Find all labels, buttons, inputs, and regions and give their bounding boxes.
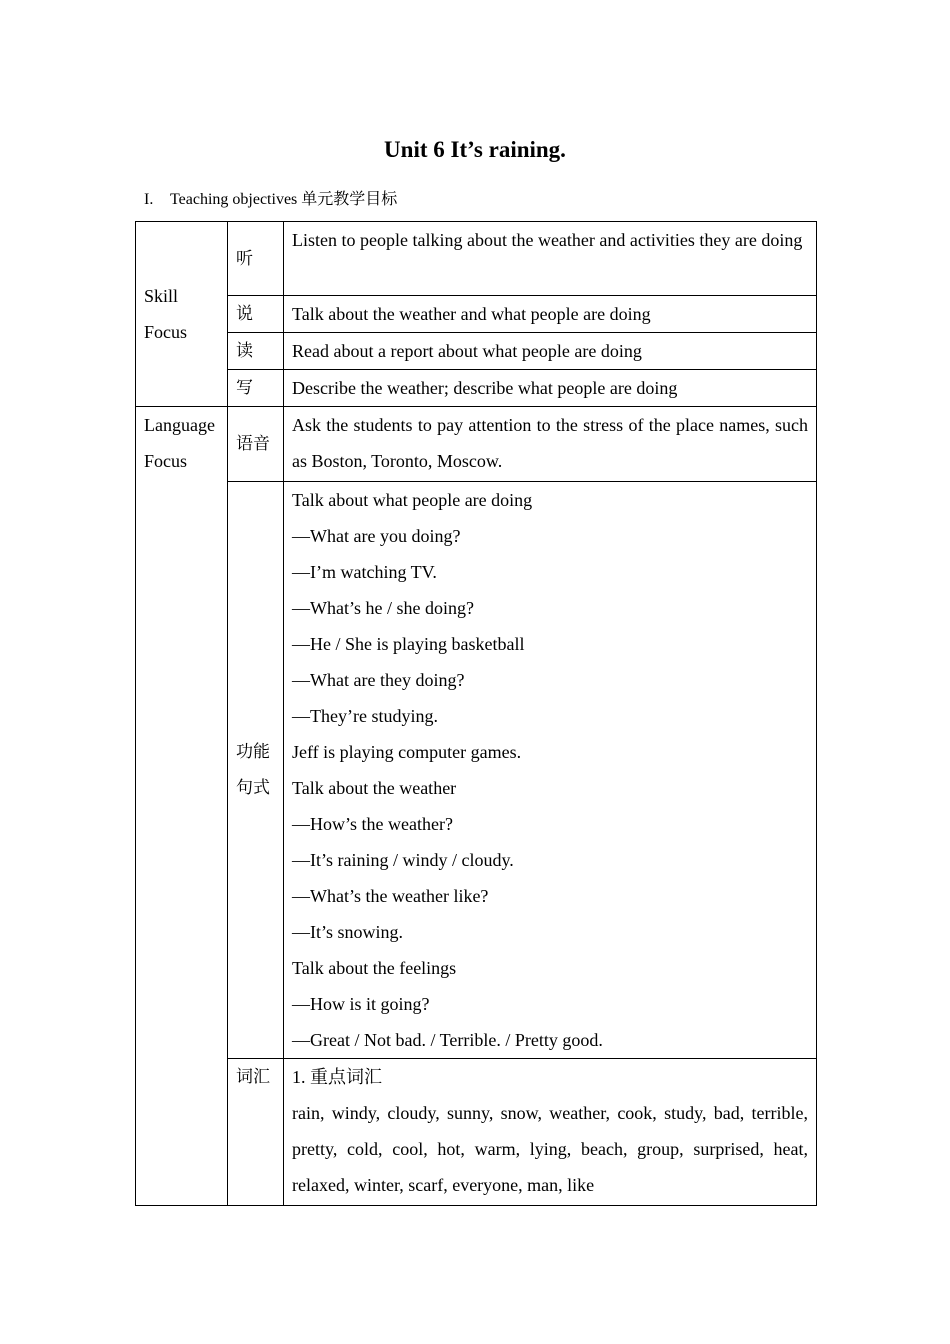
list-item: —I’m watching TV.	[292, 562, 437, 582]
table-row	[136, 1059, 817, 1206]
pronunciation-label: 语音	[228, 407, 284, 482]
section-label: Teaching objectives 单元教学目标	[170, 191, 398, 208]
vocabulary-heading: 1. 重点词汇	[292, 1067, 382, 1087]
table-row	[136, 296, 817, 333]
functions-list	[284, 482, 817, 1059]
objectives-table	[135, 221, 817, 1206]
list-item: —It’s snowing.	[292, 922, 404, 942]
table-row	[136, 222, 817, 296]
skill-cell: 读	[228, 333, 284, 370]
list-item: —How is it going?	[292, 994, 430, 1014]
list-item: Jeff is playing computer games.	[292, 742, 522, 762]
pronunciation-text: Ask the students to pay attention to the stress of the place names, such as Boston, Toronto, Moscow.	[284, 407, 817, 482]
language-focus-label: Language Focus	[136, 407, 228, 1206]
list-item: Talk about the weather	[292, 778, 457, 798]
vocabulary-cell	[284, 1059, 817, 1206]
skill-cell: 写	[228, 370, 284, 407]
table-row	[136, 370, 817, 407]
list-item: —How’s the weather?	[292, 814, 453, 834]
section-number: I.	[144, 191, 154, 208]
table-row	[136, 333, 817, 370]
list-item: —What are you doing?	[292, 526, 461, 546]
list-item: —He / She is playing basketball	[292, 634, 525, 654]
table-row	[136, 407, 817, 482]
skill-cell: 说	[228, 296, 284, 333]
list-item: —Great / Not bad. / Terrible. / Pretty good.	[292, 1030, 603, 1050]
table-row	[136, 482, 817, 1059]
list-item: Talk about what people are doing	[292, 490, 533, 510]
skill-description: Read about a report about what people are doing	[284, 333, 817, 370]
skill-description: Describe the weather; describe what people are doing	[284, 370, 817, 407]
skill-focus-label: Skill Focus	[136, 222, 228, 407]
vocabulary-words: rain, windy, cloudy, sunny, snow, weather, cook, study, bad, terrible, pretty, cold, cool, hot, warm, lying, beach, group, surprised, heat, relaxed, winter, scarf, everyone, man, like	[292, 1103, 808, 1195]
skill-description: Listen to people talking about the weather and activities they are doing	[284, 222, 817, 296]
skill-cell: 听	[228, 222, 284, 296]
vocabulary-label: 词汇	[228, 1059, 284, 1206]
section-heading	[144, 189, 397, 211]
list-item: —It’s raining / windy / cloudy.	[292, 850, 514, 870]
page-title: Unit 6 It’s raining.	[384, 137, 566, 162]
list-item: Talk about the feelings	[292, 958, 457, 978]
list-item: —What’s the weather like?	[292, 886, 489, 906]
skill-description: Talk about the weather and what people are doing	[284, 296, 817, 333]
list-item: —They’re studying.	[292, 706, 438, 726]
functions-label: 功能 句式	[228, 482, 284, 1059]
list-item: —What’s he / she doing?	[292, 598, 474, 618]
list-item: —What are they doing?	[292, 670, 465, 690]
